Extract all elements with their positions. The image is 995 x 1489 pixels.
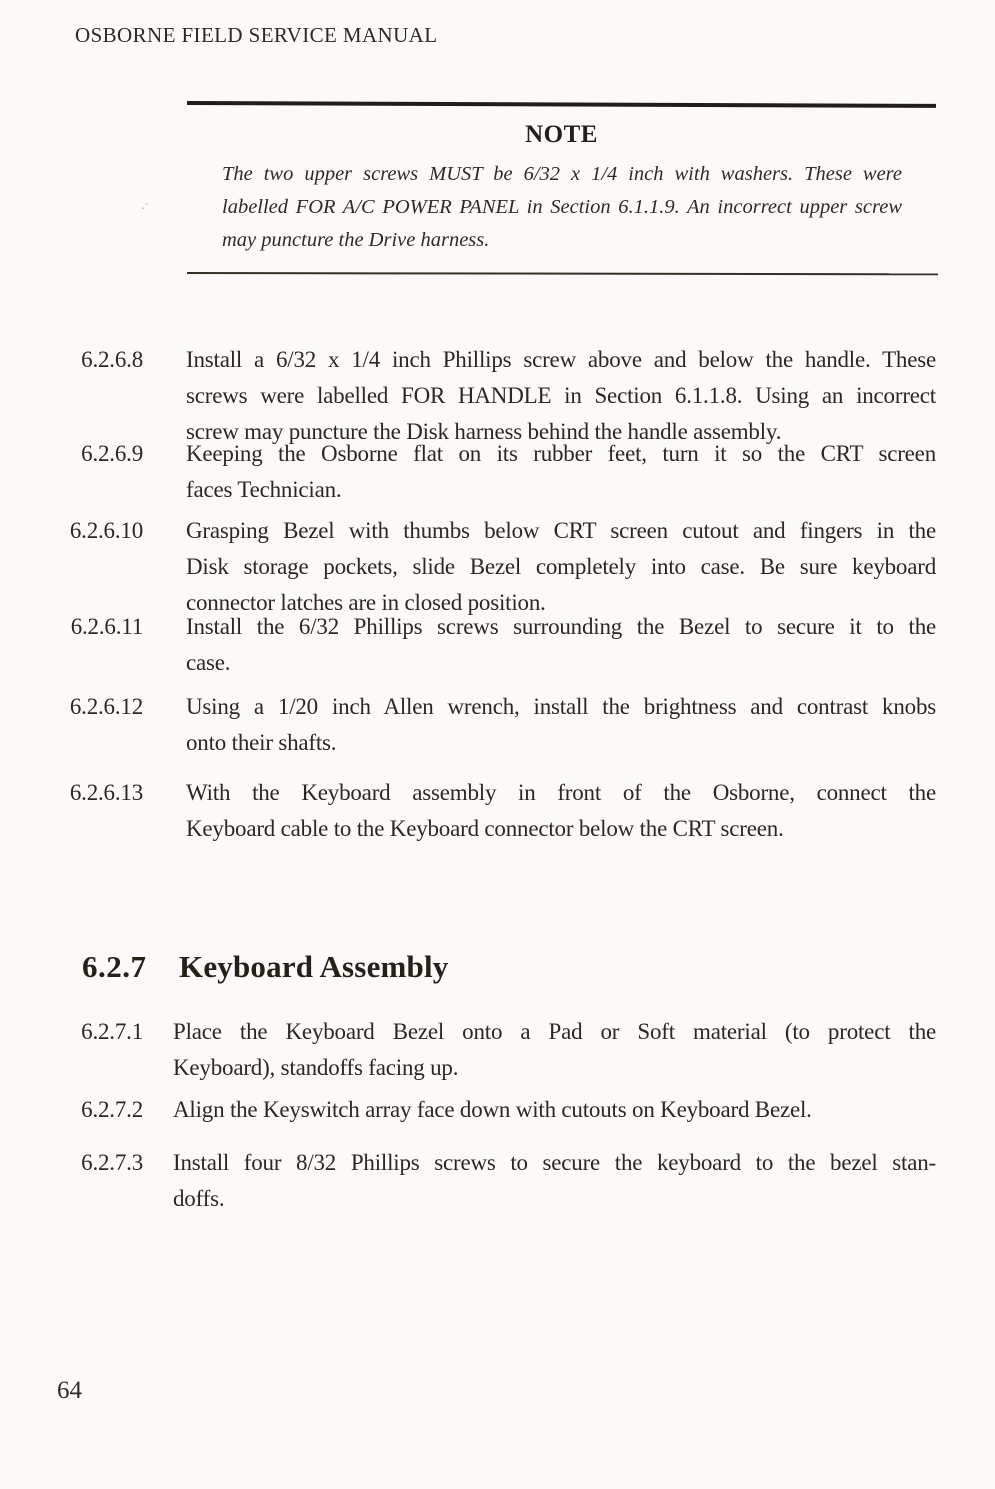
text-line: Place the Keyboard Bezel onto a Pad or Soft material (to protect the [173, 1019, 936, 1044]
step-number: 6.2.7.2 [81, 1097, 143, 1122]
text-line: Disk storage pockets, slide Bezel completely into case. Be sure keyboard [186, 554, 936, 579]
step-number: 6.2.6.9 [81, 441, 143, 466]
text-line: With the Keyboard assembly in front of the Osborne, connect the [186, 780, 936, 805]
section-title: Keyboard Assembly [179, 949, 449, 984]
text-line: labelled FOR A/C POWER PANEL in Section 6.1.1.9. An incorrect upper screw [222, 196, 902, 218]
step-number: 6.2.6.8 [81, 347, 143, 372]
step-text [173, 1092, 936, 1128]
step-number: 6.2.6.10 [69, 518, 143, 543]
text-line: screws were labelled FOR HANDLE in Section 6.1.1.8. Using an incorrect [186, 383, 936, 408]
section-heading [0, 947, 940, 989]
step-number: 6.2.6.13 [69, 780, 143, 805]
text-line: Keyboard cable to the Keyboard connector below the CRT screen. [186, 816, 784, 841]
step-number: 6.2.6.12 [69, 694, 143, 719]
text-line: The two upper screws MUST be 6/32 x 1/4 inch with washers. These were [222, 163, 902, 185]
text-line: Using a 1/20 inch Allen wrench, install the brightness and contrast knobs [186, 694, 936, 719]
step-number: 6.2.7.3 [81, 1150, 143, 1175]
text-line: Grasping Bezel with thumbs below CRT screen cutout and fingers in the [186, 518, 936, 543]
text-line: Install four 8/32 Phillips screws to secure the keyboard to the bezel stan- [173, 1150, 936, 1175]
page-number: 64 [57, 1377, 82, 1404]
text-line: onto their shafts. [186, 730, 337, 755]
step-number: 6.2.6.11 [70, 614, 143, 639]
text-line: doffs. [173, 1186, 225, 1211]
step-text [173, 1145, 936, 1217]
step-number: 6.2.7.1 [81, 1019, 143, 1044]
text-line: may puncture the Drive harness. [222, 229, 490, 251]
text-line: Align the Keyswitch array face down with cutouts on Keyboard Bezel. [173, 1097, 812, 1122]
note-title: NOTE [525, 121, 598, 148]
text-line: case. [186, 650, 231, 675]
step-text [173, 1014, 936, 1086]
step-text [186, 513, 936, 621]
step-text [186, 342, 936, 450]
text-line: Install the 6/32 Phillips screws surrounding the Bezel to secure it to the [186, 614, 936, 639]
text-line: Install a 6/32 x 1/4 inch Phillips screw above and below the handle. These [186, 347, 936, 372]
step-text [186, 436, 936, 508]
note-body [222, 158, 902, 257]
section-number: 6.2.7 [82, 949, 147, 984]
running-header: OSBORNE FIELD SERVICE MANUAL [75, 23, 438, 47]
text-line: Keyboard), standoffs facing up. [173, 1055, 459, 1080]
text-line: faces Technician. [186, 477, 342, 502]
note-box [187, 101, 937, 276]
text-line: Keeping the Osborne flat on its rubber feet, turn it so the CRT screen [186, 441, 936, 466]
text-line: screw may puncture the Disk harness behind the handle assembly. [186, 419, 782, 444]
step-text [186, 609, 936, 681]
note-top-rule [187, 101, 936, 108]
step-text [186, 775, 936, 847]
scan-artifact [139, 199, 156, 218]
text-line: connector latches are in closed position. [186, 590, 546, 615]
step-text [186, 689, 936, 761]
note-bottom-rule [187, 272, 938, 275]
